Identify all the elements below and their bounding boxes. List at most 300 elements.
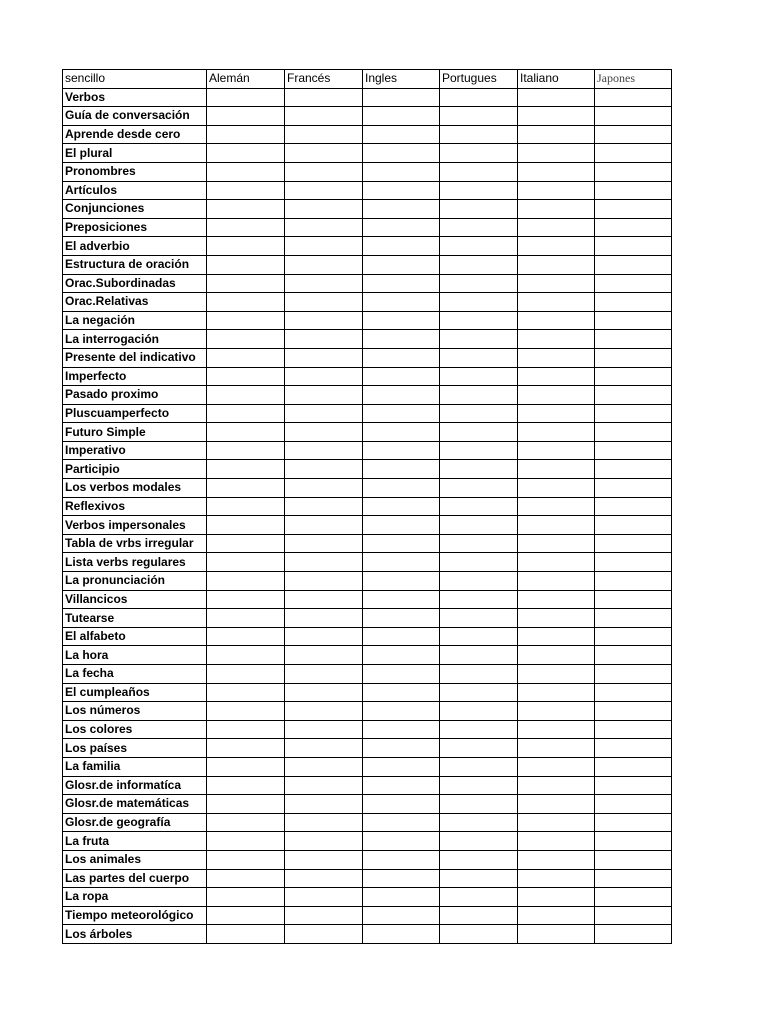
language-header-ingles: Ingles <box>363 70 440 89</box>
empty-cell <box>595 888 672 907</box>
empty-cell <box>595 107 672 126</box>
table-row <box>63 237 672 256</box>
empty-cell <box>518 125 595 144</box>
language-header-aleman: Alemán <box>207 70 285 89</box>
empty-cell <box>285 367 363 386</box>
empty-cell <box>440 683 518 702</box>
empty-cell <box>440 832 518 851</box>
empty-cell <box>207 720 285 739</box>
empty-cell <box>440 906 518 925</box>
empty-cell <box>363 646 440 665</box>
empty-cell <box>363 330 440 349</box>
empty-cell <box>207 162 285 181</box>
empty-cell <box>440 311 518 330</box>
topic-cell: La familia <box>63 757 207 776</box>
empty-cell <box>363 869 440 888</box>
empty-cell <box>595 925 672 944</box>
empty-cell <box>285 218 363 237</box>
empty-cell <box>363 460 440 479</box>
empty-cell <box>363 739 440 758</box>
empty-cell <box>363 627 440 646</box>
empty-cell <box>440 144 518 163</box>
empty-cell <box>285 906 363 925</box>
empty-cell <box>207 832 285 851</box>
empty-cell <box>363 813 440 832</box>
empty-cell <box>207 534 285 553</box>
empty-cell <box>207 423 285 442</box>
empty-cell <box>595 423 672 442</box>
empty-cell <box>363 348 440 367</box>
empty-cell <box>363 665 440 684</box>
empty-cell <box>518 423 595 442</box>
topic-cell: Los países <box>63 739 207 758</box>
empty-cell <box>595 181 672 200</box>
empty-cell <box>363 590 440 609</box>
empty-cell <box>285 869 363 888</box>
empty-cell <box>207 869 285 888</box>
empty-cell <box>285 255 363 274</box>
topic-cell: Tiempo meteorológico <box>63 906 207 925</box>
empty-cell <box>207 237 285 256</box>
header-row <box>63 70 672 89</box>
empty-cell <box>440 423 518 442</box>
empty-cell <box>518 534 595 553</box>
empty-cell <box>207 609 285 628</box>
empty-cell <box>207 293 285 312</box>
empty-cell <box>285 162 363 181</box>
empty-cell <box>518 181 595 200</box>
empty-cell <box>518 367 595 386</box>
empty-cell <box>440 125 518 144</box>
empty-cell <box>518 274 595 293</box>
empty-cell <box>595 702 672 721</box>
table-row <box>63 776 672 795</box>
language-header-japones: Japones <box>595 70 672 89</box>
empty-cell <box>363 925 440 944</box>
empty-cell <box>518 776 595 795</box>
empty-cell <box>595 144 672 163</box>
empty-cell <box>440 255 518 274</box>
empty-cell <box>440 348 518 367</box>
topic-cell: Imperativo <box>63 441 207 460</box>
empty-cell <box>518 795 595 814</box>
table-row <box>63 720 672 739</box>
empty-cell <box>595 665 672 684</box>
empty-cell <box>207 460 285 479</box>
table-row <box>63 311 672 330</box>
empty-cell <box>363 237 440 256</box>
empty-cell <box>518 609 595 628</box>
table-row <box>63 739 672 758</box>
empty-cell <box>440 795 518 814</box>
empty-cell <box>207 813 285 832</box>
empty-cell <box>440 627 518 646</box>
table-row <box>63 757 672 776</box>
language-header-frances: Francés <box>285 70 363 89</box>
empty-cell <box>207 386 285 405</box>
empty-cell <box>440 720 518 739</box>
empty-cell <box>518 479 595 498</box>
empty-cell <box>207 255 285 274</box>
empty-cell <box>363 404 440 423</box>
topic-cell: Conjunciones <box>63 200 207 219</box>
empty-cell <box>440 813 518 832</box>
empty-cell <box>595 348 672 367</box>
table-row <box>63 627 672 646</box>
topic-cell: Verbos <box>63 88 207 107</box>
empty-cell <box>595 757 672 776</box>
empty-cell <box>285 534 363 553</box>
empty-cell <box>440 516 518 535</box>
empty-cell <box>285 311 363 330</box>
empty-cell <box>518 441 595 460</box>
table-row <box>63 200 672 219</box>
empty-cell <box>440 497 518 516</box>
topic-cell: Participio <box>63 460 207 479</box>
empty-cell <box>595 200 672 219</box>
topic-cell: La pronunciación <box>63 572 207 591</box>
empty-cell <box>440 274 518 293</box>
empty-cell <box>363 200 440 219</box>
empty-cell <box>285 813 363 832</box>
empty-cell <box>440 590 518 609</box>
empty-cell <box>595 776 672 795</box>
table-row <box>63 795 672 814</box>
table-row <box>63 404 672 423</box>
empty-cell <box>207 404 285 423</box>
topic-cell: Artículos <box>63 181 207 200</box>
empty-cell <box>595 646 672 665</box>
empty-cell <box>595 88 672 107</box>
empty-cell <box>207 627 285 646</box>
table-row <box>63 144 672 163</box>
empty-cell <box>363 795 440 814</box>
empty-cell <box>440 609 518 628</box>
empty-cell <box>595 832 672 851</box>
empty-cell <box>518 627 595 646</box>
empty-cell <box>285 423 363 442</box>
empty-cell <box>207 739 285 758</box>
table-row <box>63 423 672 442</box>
empty-cell <box>518 869 595 888</box>
empty-cell <box>440 702 518 721</box>
empty-cell <box>518 888 595 907</box>
empty-cell <box>363 293 440 312</box>
empty-cell <box>518 553 595 572</box>
empty-cell <box>207 683 285 702</box>
topic-cell: Tutearse <box>63 609 207 628</box>
topic-cell: Pronombres <box>63 162 207 181</box>
empty-cell <box>518 720 595 739</box>
empty-cell <box>440 665 518 684</box>
empty-cell <box>285 144 363 163</box>
table-row <box>63 181 672 200</box>
empty-cell <box>285 665 363 684</box>
empty-cell <box>363 255 440 274</box>
empty-cell <box>363 683 440 702</box>
empty-cell <box>518 348 595 367</box>
empty-cell <box>363 218 440 237</box>
empty-cell <box>285 237 363 256</box>
empty-cell <box>285 683 363 702</box>
empty-cell <box>518 572 595 591</box>
empty-cell <box>518 516 595 535</box>
empty-cell <box>285 646 363 665</box>
topic-cell: El alfabeto <box>63 627 207 646</box>
empty-cell <box>207 795 285 814</box>
empty-cell <box>518 237 595 256</box>
empty-cell <box>518 757 595 776</box>
empty-cell <box>285 441 363 460</box>
table-row <box>63 888 672 907</box>
empty-cell <box>207 553 285 572</box>
empty-cell <box>595 553 672 572</box>
empty-cell <box>440 925 518 944</box>
empty-cell <box>595 534 672 553</box>
empty-cell <box>207 906 285 925</box>
empty-cell <box>207 107 285 126</box>
empty-cell <box>595 293 672 312</box>
empty-cell <box>595 795 672 814</box>
table-row <box>63 293 672 312</box>
empty-cell <box>207 200 285 219</box>
empty-cell <box>363 497 440 516</box>
empty-cell <box>285 609 363 628</box>
empty-cell <box>207 572 285 591</box>
empty-cell <box>363 572 440 591</box>
empty-cell <box>207 497 285 516</box>
empty-cell <box>207 516 285 535</box>
table-row <box>63 479 672 498</box>
empty-cell <box>518 460 595 479</box>
table-row <box>63 107 672 126</box>
empty-cell <box>440 553 518 572</box>
table-row <box>63 906 672 925</box>
table-row <box>63 460 672 479</box>
empty-cell <box>440 200 518 219</box>
empty-cell <box>285 776 363 795</box>
empty-cell <box>363 107 440 126</box>
empty-cell <box>595 460 672 479</box>
empty-cell <box>440 479 518 498</box>
empty-cell <box>285 720 363 739</box>
topic-cell: Los árboles <box>63 925 207 944</box>
empty-cell <box>207 590 285 609</box>
empty-cell <box>595 609 672 628</box>
empty-cell <box>518 683 595 702</box>
empty-cell <box>440 572 518 591</box>
empty-cell <box>207 925 285 944</box>
empty-cell <box>285 386 363 405</box>
empty-cell <box>518 590 595 609</box>
empty-cell <box>363 832 440 851</box>
table-row <box>63 665 672 684</box>
empty-cell <box>363 850 440 869</box>
table-row <box>63 590 672 609</box>
empty-cell <box>595 162 672 181</box>
topic-cell: Orac.Relativas <box>63 293 207 312</box>
topic-cell: El cumpleaños <box>63 683 207 702</box>
empty-cell <box>440 757 518 776</box>
empty-cell <box>207 888 285 907</box>
empty-cell <box>440 107 518 126</box>
empty-cell <box>440 739 518 758</box>
table-row <box>63 255 672 274</box>
empty-cell <box>518 162 595 181</box>
empty-cell <box>207 144 285 163</box>
empty-cell <box>285 88 363 107</box>
topic-cell: Las partes del cuerpo <box>63 869 207 888</box>
table-row <box>63 367 672 386</box>
empty-cell <box>285 739 363 758</box>
empty-cell <box>440 88 518 107</box>
table-row <box>63 869 672 888</box>
empty-cell <box>440 404 518 423</box>
empty-cell <box>440 218 518 237</box>
empty-cell <box>518 330 595 349</box>
empty-cell <box>207 274 285 293</box>
topic-cell: Los verbos modales <box>63 479 207 498</box>
empty-cell <box>207 646 285 665</box>
empty-cell <box>363 423 440 442</box>
empty-cell <box>440 367 518 386</box>
topic-cell: Pluscuamperfecto <box>63 404 207 423</box>
empty-cell <box>363 162 440 181</box>
empty-cell <box>595 720 672 739</box>
empty-cell <box>518 850 595 869</box>
empty-cell <box>207 776 285 795</box>
empty-cell <box>595 441 672 460</box>
empty-cell <box>595 906 672 925</box>
empty-cell <box>207 181 285 200</box>
topic-cell: Reflexivos <box>63 497 207 516</box>
topic-cell: Los colores <box>63 720 207 739</box>
empty-cell <box>595 479 672 498</box>
empty-cell <box>518 813 595 832</box>
empty-cell <box>518 906 595 925</box>
topic-cell: La fruta <box>63 832 207 851</box>
topic-cell: Lista verbs regulares <box>63 553 207 572</box>
empty-cell <box>285 479 363 498</box>
empty-cell <box>285 404 363 423</box>
empty-cell <box>363 311 440 330</box>
topic-cell: Tabla de vrbs irregular <box>63 534 207 553</box>
empty-cell <box>440 237 518 256</box>
empty-cell <box>518 739 595 758</box>
empty-cell <box>595 386 672 405</box>
empty-cell <box>285 107 363 126</box>
empty-cell <box>595 813 672 832</box>
empty-cell <box>363 776 440 795</box>
empty-cell <box>595 627 672 646</box>
topic-cell: La hora <box>63 646 207 665</box>
empty-cell <box>207 441 285 460</box>
empty-cell <box>285 627 363 646</box>
topic-cell: Glosr.de matemáticas <box>63 795 207 814</box>
table-row <box>63 850 672 869</box>
topic-cell: La fecha <box>63 665 207 684</box>
empty-cell <box>595 572 672 591</box>
table-row <box>63 274 672 293</box>
topic-cell: El plural <box>63 144 207 163</box>
empty-cell <box>518 832 595 851</box>
table-row <box>63 218 672 237</box>
empty-cell <box>363 516 440 535</box>
empty-cell <box>518 144 595 163</box>
empty-cell <box>440 776 518 795</box>
topic-cell: Glosr.de geografía <box>63 813 207 832</box>
topic-cell: Los animales <box>63 850 207 869</box>
table-row <box>63 572 672 591</box>
empty-cell <box>595 683 672 702</box>
empty-cell <box>363 367 440 386</box>
empty-cell <box>285 516 363 535</box>
empty-cell <box>595 255 672 274</box>
empty-cell <box>595 367 672 386</box>
empty-cell <box>595 516 672 535</box>
table-row <box>63 88 672 107</box>
empty-cell <box>363 386 440 405</box>
empty-cell <box>285 200 363 219</box>
table-row <box>63 813 672 832</box>
topic-cell: Los números <box>63 702 207 721</box>
empty-cell <box>595 237 672 256</box>
empty-cell <box>440 293 518 312</box>
table-row <box>63 348 672 367</box>
empty-cell <box>285 274 363 293</box>
topic-cell: Guía de conversación <box>63 107 207 126</box>
topic-cell: El adverbio <box>63 237 207 256</box>
table-row <box>63 553 672 572</box>
empty-cell <box>518 218 595 237</box>
empty-cell <box>440 888 518 907</box>
empty-cell <box>363 88 440 107</box>
empty-cell <box>440 646 518 665</box>
empty-cell <box>518 497 595 516</box>
table-row <box>63 925 672 944</box>
empty-cell <box>595 590 672 609</box>
empty-cell <box>363 609 440 628</box>
empty-cell <box>595 218 672 237</box>
empty-cell <box>207 702 285 721</box>
empty-cell <box>595 739 672 758</box>
empty-cell <box>595 850 672 869</box>
empty-cell <box>440 386 518 405</box>
empty-cell <box>595 330 672 349</box>
language-header-portugues: Portugues <box>440 70 518 89</box>
empty-cell <box>518 665 595 684</box>
empty-cell <box>285 553 363 572</box>
empty-cell <box>363 906 440 925</box>
empty-cell <box>363 888 440 907</box>
empty-cell <box>285 850 363 869</box>
empty-cell <box>285 832 363 851</box>
empty-cell <box>518 386 595 405</box>
empty-cell <box>440 534 518 553</box>
empty-cell <box>285 330 363 349</box>
table-body <box>63 88 672 943</box>
topic-cell: Futuro Simple <box>63 423 207 442</box>
empty-cell <box>518 107 595 126</box>
empty-cell <box>518 311 595 330</box>
empty-cell <box>285 888 363 907</box>
empty-cell <box>440 850 518 869</box>
table-row <box>63 386 672 405</box>
table-row <box>63 609 672 628</box>
empty-cell <box>207 125 285 144</box>
empty-cell <box>363 702 440 721</box>
empty-cell <box>518 255 595 274</box>
